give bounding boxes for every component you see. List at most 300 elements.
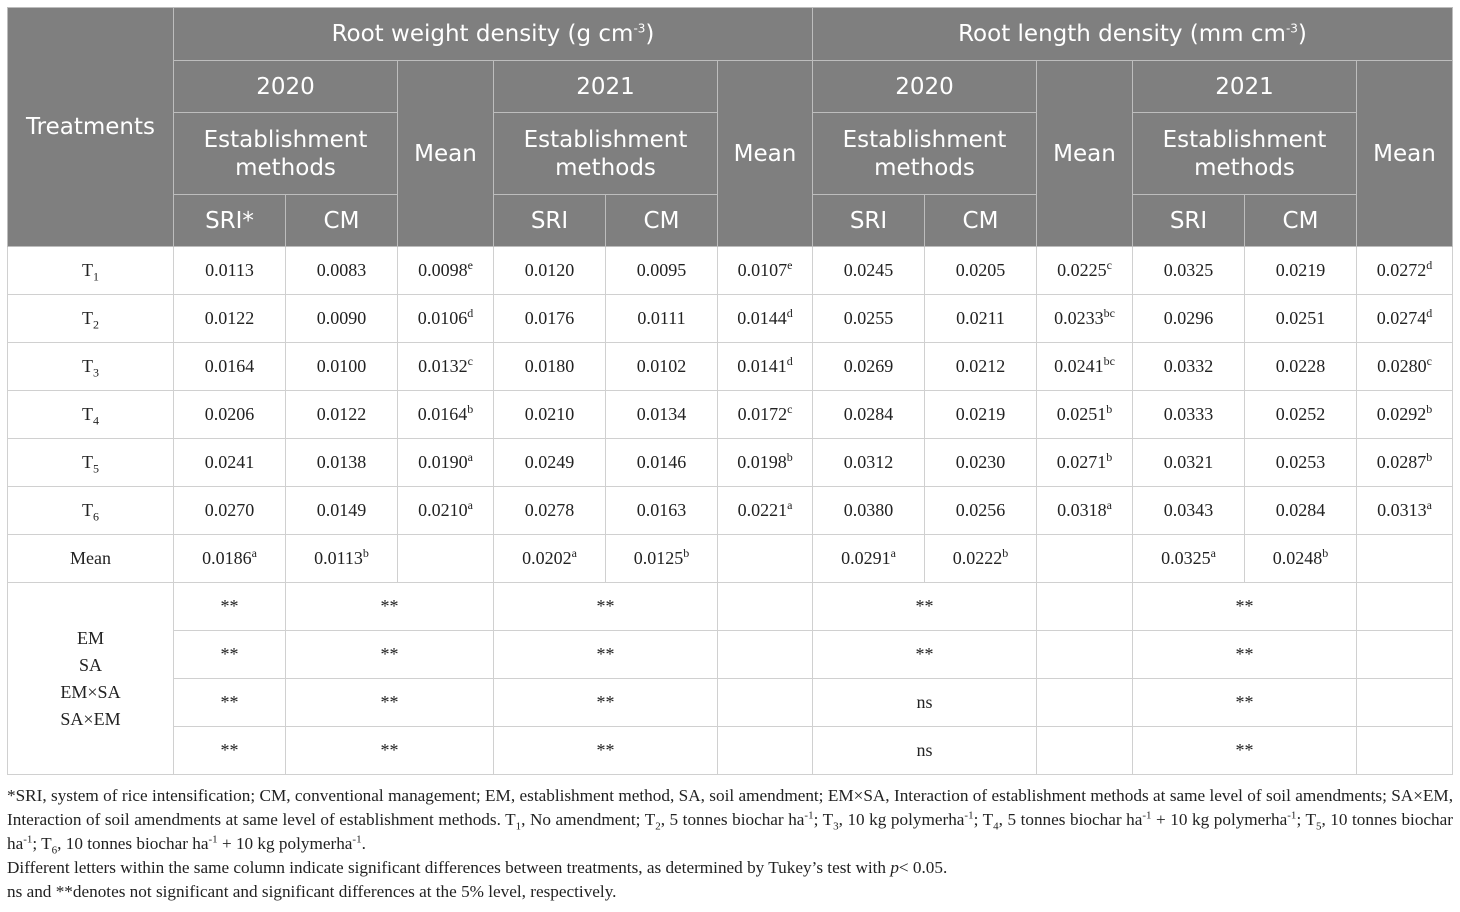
cell-value: 0.0098 bbox=[418, 260, 468, 280]
cell-value: 0.0206 bbox=[204, 404, 255, 424]
footnote-tukey: Different letters within the same column indicate significant differences between treatments, as determined by Tukey’s test with p< 0.05. bbox=[7, 858, 948, 877]
table-cell bbox=[174, 535, 286, 583]
significance-letter: b bbox=[1322, 546, 1329, 560]
cell-value: 0.0198 bbox=[737, 452, 787, 472]
footnote-text: , 10 tonnes biochar ha bbox=[57, 834, 209, 853]
footnote-text: + 10 kg polymerha bbox=[217, 834, 353, 853]
cell-value: 0.0172 bbox=[737, 404, 788, 424]
cell-value: 0.0280 bbox=[1377, 356, 1427, 376]
table-row bbox=[8, 487, 1453, 535]
root-density-table bbox=[7, 7, 1453, 775]
table-cell bbox=[813, 535, 925, 583]
cell-value: 0.0321 bbox=[1163, 452, 1214, 472]
cell-value: 0.0102 bbox=[636, 356, 687, 376]
table-cell bbox=[1133, 295, 1245, 343]
table-cell bbox=[286, 439, 398, 487]
cell-value: 0.0210 bbox=[524, 404, 575, 424]
significance-letter: b bbox=[1106, 450, 1113, 464]
table-cell bbox=[718, 295, 813, 343]
cell-value: 0.0113 bbox=[314, 548, 363, 568]
cell-value: 0.0284 bbox=[843, 404, 894, 424]
table-cell bbox=[398, 295, 494, 343]
cell-value: 0.0241 bbox=[1054, 356, 1104, 376]
cell-value: 0.0241 bbox=[204, 452, 255, 472]
cell-value: 0.0233 bbox=[1054, 308, 1104, 328]
table-cell bbox=[494, 247, 606, 295]
table-cell bbox=[1357, 295, 1453, 343]
table-cell bbox=[925, 343, 1037, 391]
mean-row bbox=[8, 535, 1453, 583]
footnote-text: , 10 kg polymerha bbox=[838, 810, 965, 829]
mean-header: Mean bbox=[718, 61, 813, 247]
table-cell bbox=[494, 487, 606, 535]
significance-row bbox=[8, 583, 1453, 631]
mean-header: Mean bbox=[1357, 61, 1453, 247]
cell-value: 0.0176 bbox=[524, 308, 575, 328]
table-cell bbox=[1357, 535, 1453, 583]
cell-value: 0.0113 bbox=[205, 260, 254, 280]
significance-cell: ns bbox=[813, 727, 1037, 775]
table-cell bbox=[1133, 439, 1245, 487]
table-cell bbox=[286, 295, 398, 343]
cell-value: 0.0274 bbox=[1376, 308, 1427, 328]
cell-value: 0.0190 bbox=[418, 452, 468, 472]
cell-value: 0.0292 bbox=[1376, 404, 1427, 424]
cell-value: 0.0251 bbox=[1056, 404, 1107, 424]
cell-value: 0.0163 bbox=[636, 500, 687, 520]
cell-value: 0.0141 bbox=[737, 356, 787, 376]
sri-header: SRI* bbox=[174, 195, 286, 247]
cell-value: 0.0212 bbox=[955, 356, 1006, 376]
significance-cell: ** bbox=[174, 727, 286, 775]
table-cell bbox=[286, 343, 398, 391]
significance-letter: c bbox=[787, 402, 793, 416]
table-cell bbox=[813, 439, 925, 487]
significance-cell: ** bbox=[813, 583, 1037, 631]
cell-value: 0.0245 bbox=[843, 260, 894, 280]
table-cell bbox=[606, 247, 718, 295]
table-cell bbox=[398, 487, 494, 535]
table-cell bbox=[606, 391, 718, 439]
footnote-text: *SRI, system of rice intensification; CM, conventional management; EM, establishment method, SA, soil amendment; EM×SA, Interaction of establishment methods at same level of soil amendments; SA×EM, Interaction of soil amendments at same level of establishment methods. T bbox=[7, 786, 1453, 829]
establishment-header: Establishment methods bbox=[1133, 113, 1357, 195]
significance-letter: a bbox=[1210, 546, 1216, 560]
cell-value: 0.0100 bbox=[316, 356, 367, 376]
significance-letter: b bbox=[1002, 546, 1009, 560]
table-cell bbox=[925, 295, 1037, 343]
treatment-index: 2 bbox=[93, 317, 99, 332]
table-row bbox=[8, 439, 1453, 487]
cell-value: 0.0106 bbox=[417, 308, 468, 328]
significance-cell bbox=[1357, 679, 1453, 727]
cell-value: 0.0138 bbox=[316, 452, 367, 472]
footnote-text: . bbox=[361, 834, 366, 853]
treatment-index: 5 bbox=[93, 461, 99, 476]
significance-letter: a bbox=[467, 450, 473, 464]
cell-value: 0.0164 bbox=[204, 356, 255, 376]
table-cell bbox=[1133, 535, 1245, 583]
sri-header: SRI bbox=[1133, 195, 1245, 247]
table-cell bbox=[606, 535, 718, 583]
significance-letter: b bbox=[1426, 450, 1433, 464]
cell-value: 0.0090 bbox=[316, 308, 367, 328]
significance-row bbox=[8, 631, 1453, 679]
table-cell bbox=[1037, 487, 1133, 535]
significance-letter: c bbox=[467, 354, 473, 368]
table-cell bbox=[286, 535, 398, 583]
mean-row-label: Mean bbox=[8, 535, 174, 583]
table-cell bbox=[398, 391, 494, 439]
significance-cell: ** bbox=[286, 679, 494, 727]
footnote-text: , 5 tonnes biochar ha bbox=[660, 810, 805, 829]
year-header: 2020 bbox=[174, 61, 398, 113]
table-cell bbox=[1245, 535, 1357, 583]
significance-cell: ns bbox=[813, 679, 1037, 727]
treatment-label bbox=[8, 391, 174, 439]
table-cell bbox=[1133, 343, 1245, 391]
significance-letter: b bbox=[467, 402, 474, 416]
treatment-label bbox=[8, 343, 174, 391]
significance-letter: a bbox=[787, 498, 793, 512]
table-cell bbox=[174, 295, 286, 343]
table-cell bbox=[398, 439, 494, 487]
footnote-subscript: 1 bbox=[515, 820, 522, 833]
footnote-subscript: 6 bbox=[51, 844, 58, 857]
footnote-text: ; T bbox=[32, 834, 52, 853]
table-cell bbox=[1133, 487, 1245, 535]
significance-row bbox=[8, 727, 1453, 775]
significance-cell bbox=[1037, 631, 1133, 679]
table-cell bbox=[606, 343, 718, 391]
cell-value: 0.0230 bbox=[955, 452, 1006, 472]
table-cell bbox=[1245, 295, 1357, 343]
treatment-index: 6 bbox=[93, 509, 99, 524]
sri-header: SRI bbox=[494, 195, 606, 247]
table-cell bbox=[1245, 487, 1357, 535]
footnote-text: ; T bbox=[973, 810, 994, 829]
cell-value: 0.0149 bbox=[316, 500, 367, 520]
cell-value: 0.0318 bbox=[1057, 500, 1107, 520]
significance-letter: b bbox=[786, 450, 793, 464]
significance-cell bbox=[1037, 583, 1133, 631]
cell-value: 0.0296 bbox=[1163, 308, 1214, 328]
table-cell bbox=[606, 295, 718, 343]
table-cell bbox=[1357, 247, 1453, 295]
significance-term: SA×EM bbox=[60, 708, 121, 729]
footnote-text: ; T bbox=[813, 810, 834, 829]
table-cell bbox=[1245, 247, 1357, 295]
root-length-density-header: Root length density (mm $cm^{-3}$) bbox=[813, 8, 1453, 61]
root-weight-density-header: Root weight density (g $cm^{-3}$) bbox=[174, 8, 813, 61]
cell-value: 0.0111 bbox=[637, 308, 686, 328]
cell-value: 0.0122 bbox=[204, 308, 255, 328]
table-cell bbox=[398, 535, 494, 583]
significance-letter: c bbox=[1106, 258, 1112, 272]
cell-value: 0.0287 bbox=[1376, 452, 1427, 472]
cell-value: 0.0228 bbox=[1275, 356, 1326, 376]
significance-cell: ** bbox=[286, 727, 494, 775]
significance-cell bbox=[1357, 583, 1453, 631]
cell-value: 0.0249 bbox=[524, 452, 575, 472]
table-cell bbox=[1037, 535, 1133, 583]
significance-cell: ** bbox=[1133, 727, 1357, 775]
cm-header: CM bbox=[286, 195, 398, 247]
cell-value: 0.0253 bbox=[1275, 452, 1326, 472]
table-row bbox=[8, 391, 1453, 439]
significance-cell: ** bbox=[494, 727, 718, 775]
significance-letter: c bbox=[1426, 354, 1432, 368]
cell-value: 0.0343 bbox=[1163, 500, 1214, 520]
cell-value: 0.0313 bbox=[1377, 500, 1427, 520]
table-cell bbox=[1357, 391, 1453, 439]
table-cell bbox=[718, 535, 813, 583]
table-cell bbox=[494, 391, 606, 439]
cell-value: 0.0270 bbox=[204, 500, 255, 520]
table-cell bbox=[494, 535, 606, 583]
mean-header: Mean bbox=[398, 61, 494, 247]
significance-cell: ** bbox=[1133, 679, 1357, 727]
treatment-index: 4 bbox=[93, 413, 99, 428]
table-cell bbox=[1133, 391, 1245, 439]
table-row bbox=[8, 247, 1453, 295]
significance-cell bbox=[1357, 631, 1453, 679]
significance-cell: ** bbox=[174, 679, 286, 727]
cell-value: 0.0380 bbox=[843, 500, 894, 520]
footnote-text: + 10 kg polymerha bbox=[1151, 810, 1288, 829]
significance-cell: ** bbox=[286, 583, 494, 631]
cell-value: 0.0125 bbox=[633, 548, 684, 568]
cell-value: 0.0325 bbox=[1163, 260, 1214, 280]
footnote-subscript: 2 bbox=[655, 820, 661, 833]
significance-letter: b bbox=[362, 546, 369, 560]
table-cell bbox=[1245, 439, 1357, 487]
establishment-header: Establishment methods bbox=[813, 113, 1037, 195]
cell-value: 0.0211 bbox=[956, 308, 1005, 328]
significance-cell: ** bbox=[1133, 583, 1357, 631]
significance-letter: e bbox=[787, 258, 793, 272]
cell-value: 0.0278 bbox=[524, 500, 575, 520]
cell-value: 0.0255 bbox=[843, 308, 894, 328]
mean-header: Mean bbox=[1037, 61, 1133, 247]
treatment-letter: T bbox=[82, 308, 93, 328]
table-footnotes bbox=[7, 784, 1453, 904]
cell-value: 0.0221 bbox=[737, 500, 788, 520]
cell-value: 0.0180 bbox=[524, 356, 575, 376]
table-cell bbox=[1245, 343, 1357, 391]
significance-cell bbox=[1357, 727, 1453, 775]
table-cell bbox=[286, 391, 398, 439]
significance-term: SA bbox=[78, 654, 102, 675]
establishment-header: Establishment methods bbox=[494, 113, 718, 195]
table-cell bbox=[398, 247, 494, 295]
footnote-superscript: -1 bbox=[1142, 809, 1152, 822]
footnote-text: , 5 tonnes biochar ha bbox=[998, 810, 1143, 829]
footnote-subscript: 5 bbox=[1315, 820, 1322, 833]
table-cell bbox=[925, 247, 1037, 295]
establishment-header: Establishment methods bbox=[174, 113, 398, 195]
significance-letter: bc bbox=[1103, 354, 1115, 368]
significance-letter: a bbox=[1426, 498, 1432, 512]
significance-letter: e bbox=[467, 258, 473, 272]
footnote-superscript: -1 bbox=[964, 809, 974, 822]
treatment-index: 1 bbox=[93, 269, 99, 284]
cell-value: 0.0120 bbox=[524, 260, 575, 280]
cell-value: 0.0272 bbox=[1376, 260, 1427, 280]
significance-cell bbox=[718, 727, 813, 775]
table-cell bbox=[606, 487, 718, 535]
significance-letter: a bbox=[467, 498, 473, 512]
table-cell bbox=[606, 439, 718, 487]
significance-cell bbox=[1037, 679, 1133, 727]
cell-value: 0.0269 bbox=[843, 356, 894, 376]
footnote-superscript: -1 bbox=[208, 833, 218, 846]
cell-value: 0.0284 bbox=[1275, 500, 1326, 520]
significance-term: EM bbox=[77, 627, 104, 648]
significance-letter: bc bbox=[1103, 306, 1115, 320]
significance-letter: a bbox=[1106, 498, 1112, 512]
table-cell bbox=[1357, 439, 1453, 487]
significance-letter: a bbox=[251, 546, 257, 560]
table-header bbox=[8, 8, 1453, 247]
cell-value: 0.0332 bbox=[1163, 356, 1214, 376]
table-cell bbox=[1037, 439, 1133, 487]
significance-cell: ** bbox=[494, 679, 718, 727]
cell-value: 0.0107 bbox=[737, 260, 788, 280]
year-header: 2021 bbox=[1133, 61, 1357, 113]
significance-letter: a bbox=[890, 546, 896, 560]
cell-value: 0.0210 bbox=[418, 500, 468, 520]
cell-value: 0.0146 bbox=[636, 452, 687, 472]
cell-value: 0.0219 bbox=[955, 404, 1006, 424]
treatment-label bbox=[8, 295, 174, 343]
table-cell bbox=[1357, 487, 1453, 535]
significance-cell bbox=[1037, 727, 1133, 775]
treatment-letter: T bbox=[82, 260, 93, 280]
table-cell bbox=[925, 439, 1037, 487]
table-cell bbox=[1037, 391, 1133, 439]
significance-row bbox=[8, 679, 1453, 727]
significance-cell bbox=[718, 631, 813, 679]
treatment-letter: T bbox=[82, 404, 93, 424]
significance-letter: b bbox=[1106, 402, 1113, 416]
table-cell bbox=[174, 439, 286, 487]
footnote-superscript: -1 bbox=[804, 809, 814, 822]
table-cell bbox=[1037, 343, 1133, 391]
cm-header: CM bbox=[1245, 195, 1357, 247]
significance-cell: ** bbox=[813, 631, 1037, 679]
table-cell bbox=[174, 487, 286, 535]
cell-value: 0.0225 bbox=[1057, 260, 1107, 280]
table-cell bbox=[813, 343, 925, 391]
table-body bbox=[8, 247, 1453, 775]
significance-letter: d bbox=[467, 306, 474, 320]
significance-letter: b bbox=[683, 546, 690, 560]
year-header: 2021 bbox=[494, 61, 718, 113]
footnote-abbreviations bbox=[7, 784, 1453, 856]
cell-value: 0.0325 bbox=[1161, 548, 1211, 568]
table-cell bbox=[925, 391, 1037, 439]
footnote-significance: ns and **denotes not significant and significant differences at the 5% level, respectively. bbox=[7, 882, 617, 901]
significance-cell: ** bbox=[174, 631, 286, 679]
table-cell bbox=[718, 247, 813, 295]
significance-cell: ** bbox=[494, 631, 718, 679]
cell-value: 0.0312 bbox=[843, 452, 894, 472]
cell-value: 0.0205 bbox=[955, 260, 1006, 280]
cell-value: 0.0132 bbox=[418, 356, 468, 376]
table-cell bbox=[813, 487, 925, 535]
table-row bbox=[8, 343, 1453, 391]
treatment-letter: T bbox=[82, 452, 93, 472]
cell-value: 0.0333 bbox=[1163, 404, 1214, 424]
significance-cell bbox=[718, 679, 813, 727]
cell-value: 0.0222 bbox=[952, 548, 1003, 568]
data-table-container bbox=[7, 7, 1453, 775]
treatment-label bbox=[8, 439, 174, 487]
table-cell bbox=[286, 487, 398, 535]
cell-value: 0.0219 bbox=[1275, 260, 1326, 280]
table-cell bbox=[718, 391, 813, 439]
significance-letter: b bbox=[1426, 402, 1433, 416]
table-cell bbox=[1245, 391, 1357, 439]
cell-value: 0.0248 bbox=[1272, 548, 1323, 568]
significance-cell: ** bbox=[174, 583, 286, 631]
cell-value: 0.0122 bbox=[316, 404, 367, 424]
treatment-index: 3 bbox=[93, 365, 99, 380]
significance-letter: a bbox=[571, 546, 577, 560]
treatment-letter: T bbox=[82, 356, 93, 376]
table-cell bbox=[398, 343, 494, 391]
significance-letter: d bbox=[1426, 258, 1433, 272]
cm-header: CM bbox=[606, 195, 718, 247]
table-cell bbox=[494, 439, 606, 487]
treatment-label bbox=[8, 487, 174, 535]
cell-value: 0.0095 bbox=[636, 260, 687, 280]
table-cell bbox=[494, 343, 606, 391]
cell-value: 0.0164 bbox=[417, 404, 468, 424]
table-cell bbox=[813, 391, 925, 439]
significance-term: EM×SA bbox=[60, 681, 121, 702]
significance-letter: d bbox=[1426, 306, 1433, 320]
cell-value: 0.0256 bbox=[955, 500, 1006, 520]
cell-value: 0.0134 bbox=[636, 404, 687, 424]
significance-cell: ** bbox=[494, 583, 718, 631]
significance-cell: ** bbox=[1133, 631, 1357, 679]
cell-value: 0.0251 bbox=[1275, 308, 1326, 328]
table-cell bbox=[718, 439, 813, 487]
cell-value: 0.0202 bbox=[522, 548, 572, 568]
significance-letter: d bbox=[786, 306, 793, 320]
cell-value: 0.0291 bbox=[841, 548, 891, 568]
sri-header: SRI bbox=[813, 195, 925, 247]
table-cell bbox=[813, 247, 925, 295]
footnote-superscript: -1 bbox=[352, 833, 362, 846]
table-cell bbox=[1357, 343, 1453, 391]
footnote-subscript: 3 bbox=[833, 820, 839, 833]
cell-value: 0.0252 bbox=[1275, 404, 1326, 424]
significance-cell bbox=[718, 583, 813, 631]
footnote-text: , No amendment; T bbox=[521, 810, 656, 829]
table-cell bbox=[174, 391, 286, 439]
table-cell bbox=[925, 535, 1037, 583]
table-cell bbox=[718, 343, 813, 391]
table-cell bbox=[174, 247, 286, 295]
table-cell bbox=[1037, 247, 1133, 295]
significance-labels bbox=[8, 583, 174, 775]
table-cell bbox=[174, 343, 286, 391]
cm-header: CM bbox=[925, 195, 1037, 247]
table-cell bbox=[286, 247, 398, 295]
cell-value: 0.0186 bbox=[202, 548, 252, 568]
